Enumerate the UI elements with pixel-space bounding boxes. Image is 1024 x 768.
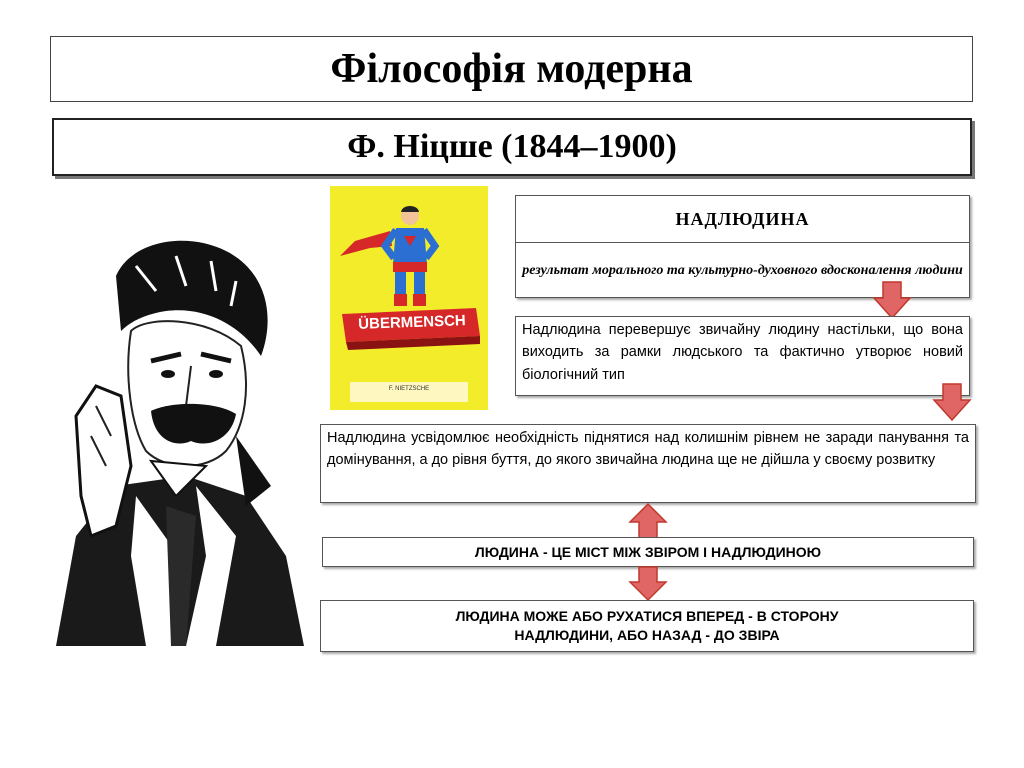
exceeds-box	[515, 316, 970, 396]
definition-text: результат морального та культурно-духовного вдосконалення людини	[522, 262, 963, 278]
bridge-text: ЛЮДИНА - ЦЕ МІСТ МІЖ ЗВІРОМ І НАДЛЮДИНОЮ	[474, 544, 822, 560]
superman-figure-icon	[330, 186, 488, 410]
movement-text-line2: НАДЛЮДИНИ, АБО НАЗАД - ДО ЗВІРА	[514, 627, 780, 643]
subtitle-text: Ф. Ніцше (1844–1900)	[347, 128, 677, 165]
movement-box	[320, 600, 974, 652]
superman-heading-box	[515, 195, 970, 243]
superman-poster	[330, 186, 488, 410]
nietzsche-portrait	[36, 236, 308, 646]
movement-text-line1: ЛЮДИНА МОЖЕ АБО РУХАТИСЯ ВПЕРЕД - В СТОРОНУ	[455, 608, 839, 625]
page-title	[50, 36, 973, 102]
arrow-up-icon	[628, 502, 668, 540]
arrow-down-icon	[872, 280, 912, 320]
awareness-box	[320, 424, 976, 503]
arrow-down-icon	[628, 566, 668, 602]
superman-heading-text: НАДЛЮДИНА	[675, 208, 810, 229]
arrow-down-icon	[932, 382, 972, 422]
bridge-box	[322, 537, 974, 567]
poster-footer: F. NIETZSCHE	[388, 386, 430, 392]
subtitle-box	[52, 118, 972, 176]
awareness-text: Надлюдина усвідомлює необхідність піднятися над колишнім рівнем не заради панування та домінування, а до рівня буття, до якого звичайна людина ще не дійшла у своєму розвитку	[327, 430, 969, 469]
page-title-text: Філософія модерна	[330, 46, 693, 92]
exceeds-text: Надлюдина перевершує звичайну людину настільки, що вона виходить за рамки людського та фактично утворює новий біологічний тип	[522, 322, 963, 383]
poster-logo: ÜBERMENSCH	[357, 312, 467, 333]
